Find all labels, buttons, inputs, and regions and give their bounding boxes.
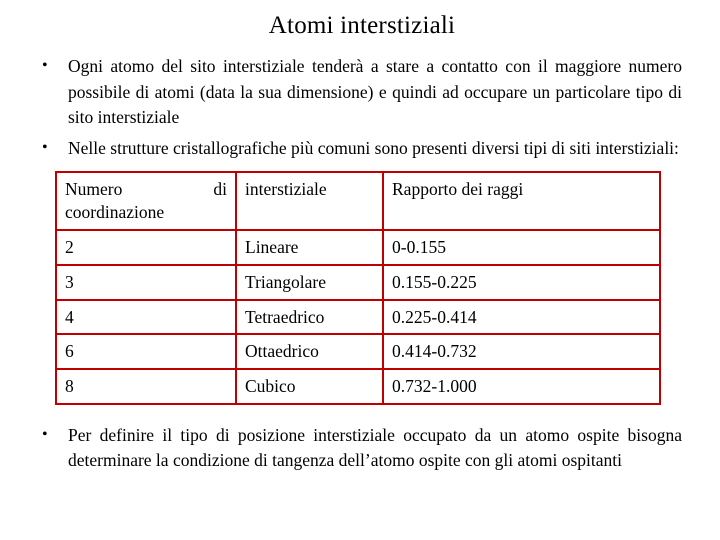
bullet-item: [42, 423, 682, 474]
cell-coordination: 8: [56, 369, 236, 404]
header-cell-interstitial: interstiziale: [236, 172, 383, 230]
table-row: [56, 230, 660, 265]
cell-interstitial: Cubico: [236, 369, 383, 404]
table-row: [56, 369, 660, 404]
table-header-row: [56, 172, 660, 230]
table-row: [56, 300, 660, 335]
bullet-marker: •: [42, 425, 48, 443]
cell-ratio: 0.225-0.414: [383, 300, 660, 335]
cell-ratio: 0.732-1.000: [383, 369, 660, 404]
bullet-text: Per definire il tipo di posizione interstiziale occupato da un atomo ospite bisogna determinare la condizione di tangenza dell’atomo ospite con gli atomi ospitanti: [68, 424, 682, 471]
cell-coordination: 3: [56, 265, 236, 300]
cell-ratio: 0-0.155: [383, 230, 660, 265]
interstitial-sites-table: [55, 171, 661, 405]
table-row: [56, 334, 660, 369]
bullet-marker: •: [42, 57, 48, 74]
cell-interstitial: Triangolare: [236, 265, 383, 300]
header-cell-coordination-number: Numero di coordinazione: [56, 172, 236, 230]
bullet-text: Nelle strutture cristallografiche più comuni sono presenti diversi tipi di siti interstiziali:: [68, 137, 679, 158]
table-row: [56, 265, 660, 300]
bullet-text: Ogni atomo del sito interstiziale tenderà a stare a contatto con il maggiore numero possibile di atomi (data la sua dimensione) e quindi ad occupare un particolare tipo di sito interstiziale: [68, 56, 682, 128]
cell-interstitial: Ottaedrico: [236, 334, 383, 369]
cell-ratio: 0.155-0.225: [383, 265, 660, 300]
cell-coordination: 2: [56, 230, 236, 265]
bullet-item: [42, 136, 682, 162]
header-cell-radius-ratio: Rapporto dei raggi: [383, 172, 660, 230]
page-title: Atomi interstiziali: [268, 12, 456, 39]
bullet-item: [42, 54, 682, 131]
cell-interstitial: Lineare: [236, 230, 383, 265]
cell-ratio: 0.414-0.732: [383, 334, 660, 369]
bullet-marker: •: [42, 138, 48, 156]
cell-coordination: 6: [56, 334, 236, 369]
cell-coordination: 4: [56, 300, 236, 335]
cell-interstitial: Tetraedrico: [236, 300, 383, 335]
